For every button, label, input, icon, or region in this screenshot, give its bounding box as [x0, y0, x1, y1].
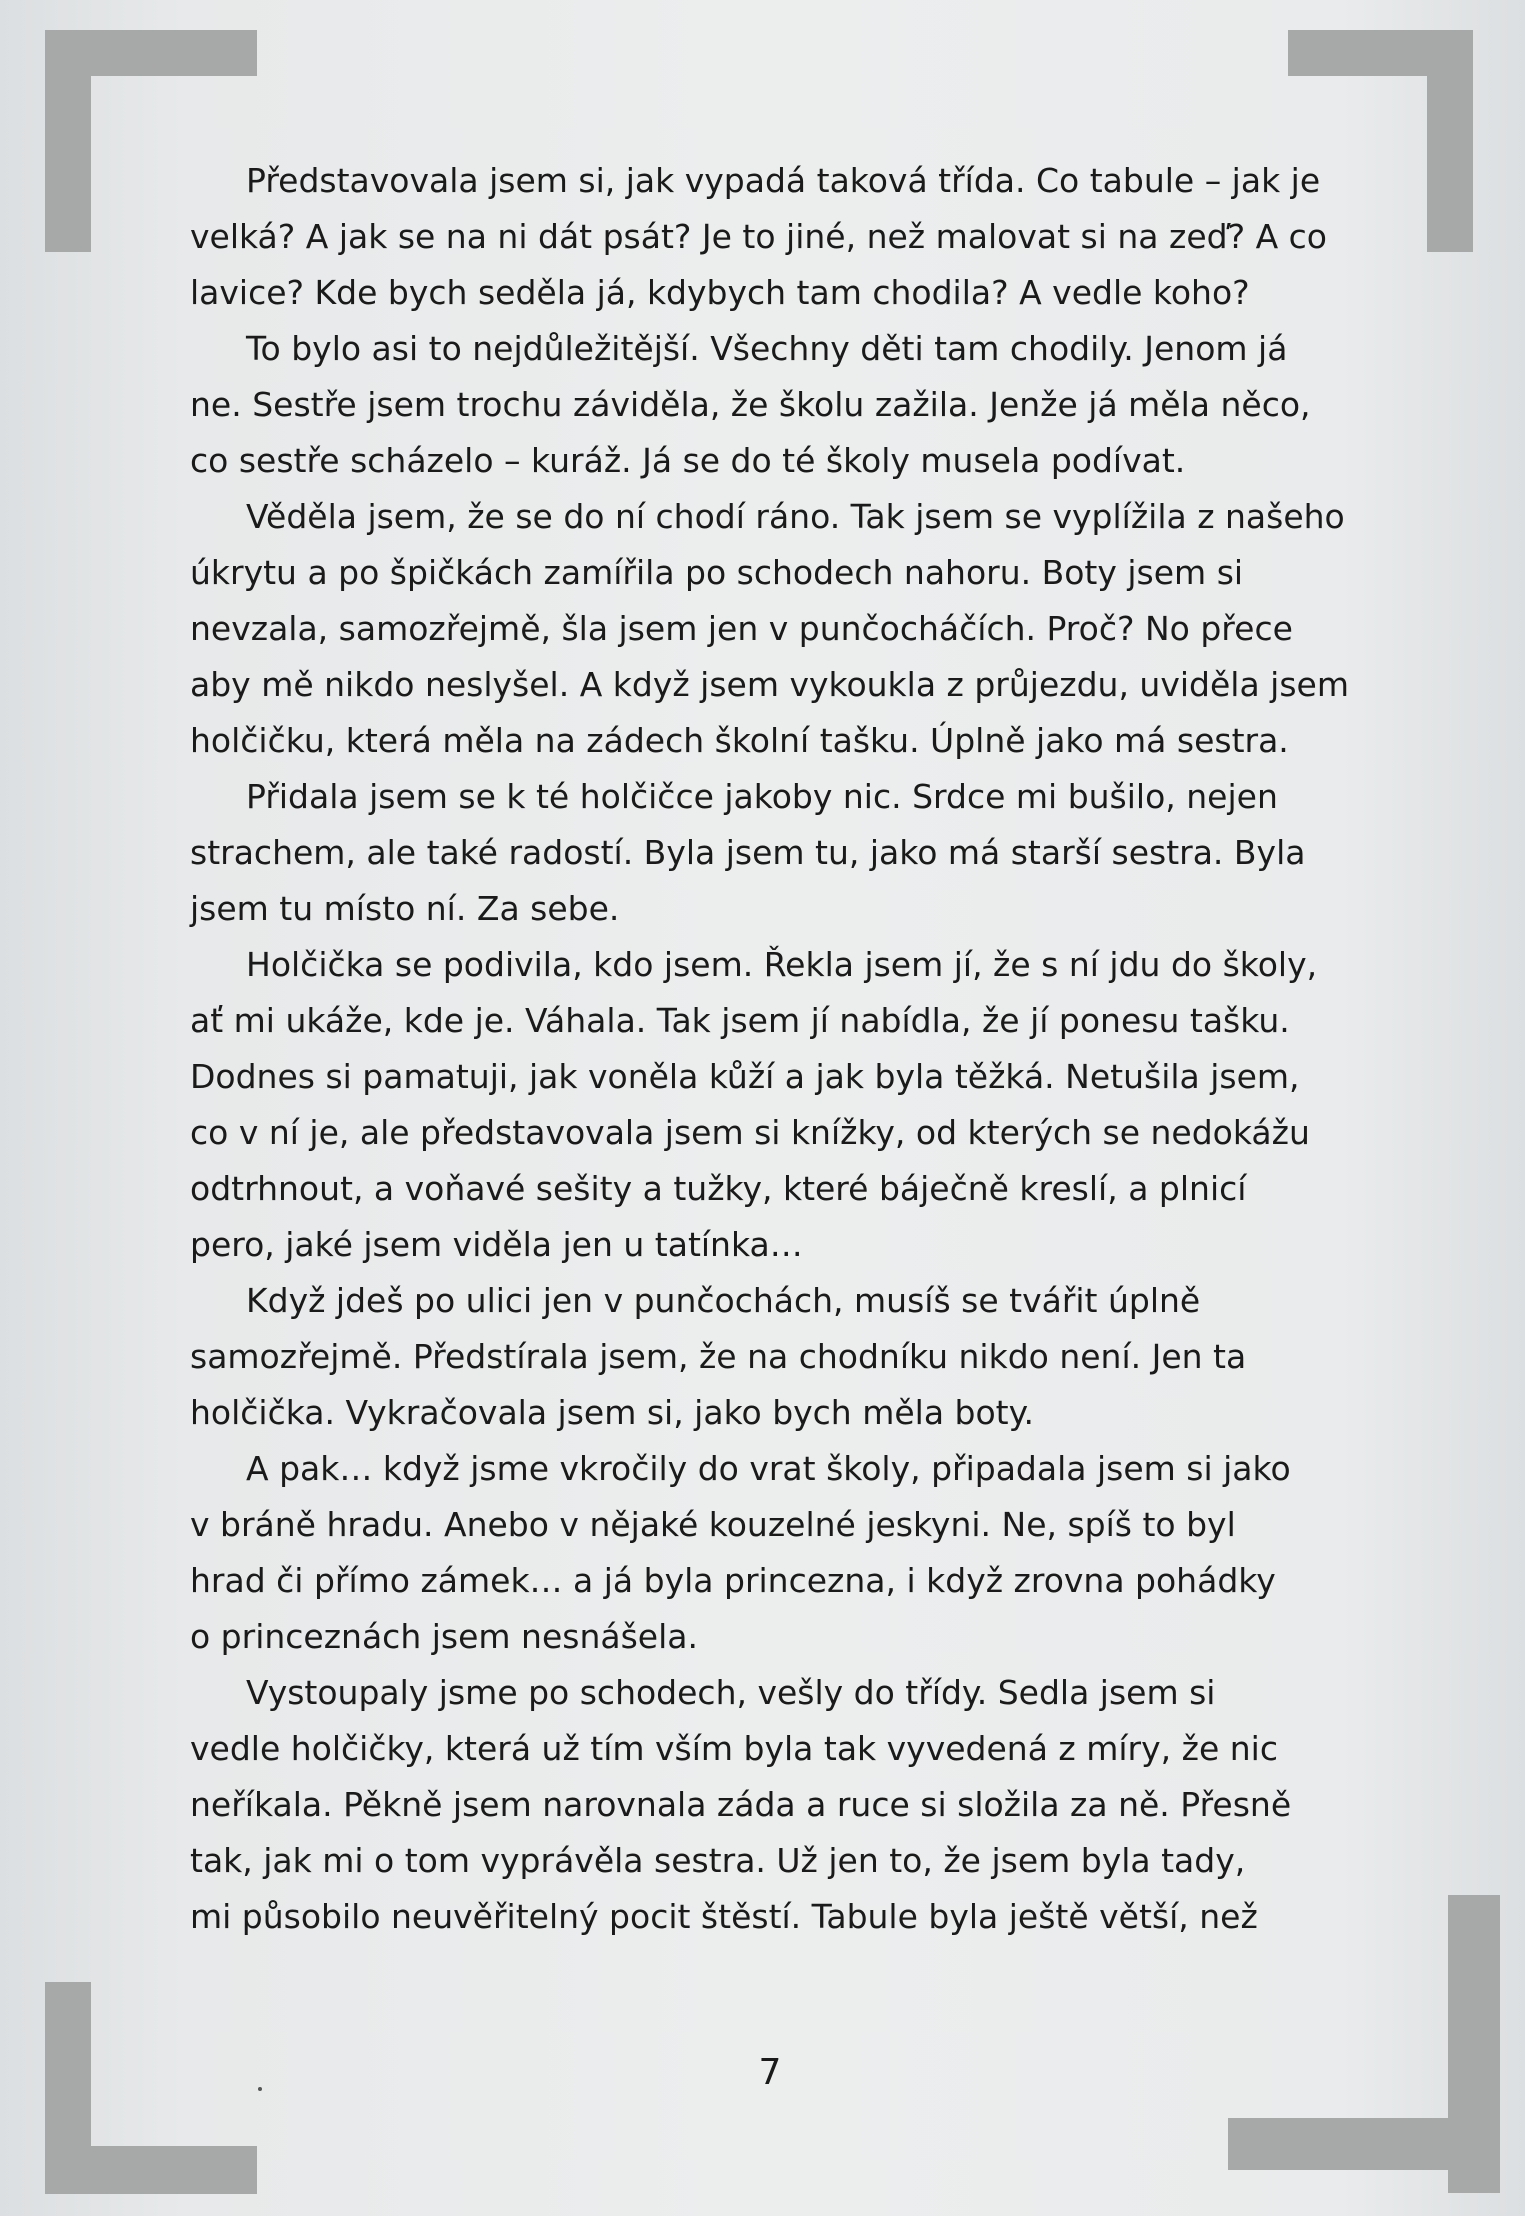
text-line: co sestře scházelo – kuráž. Já se do té školy musela podívat.: [190, 441, 1186, 480]
text-line: pero, jaké jsem viděla jen u tatínka…: [190, 1225, 803, 1264]
text-line: To bylo asi to nejdůležitější. Všechny děti tam chodily. Jenom já: [246, 329, 1288, 368]
corner-bracket-bottom-left-horizontal: [45, 2146, 257, 2194]
corner-bracket-top-right-vertical: [1427, 30, 1473, 252]
text-line: Vystoupaly jsme po schodech, vešly do třídy. Sedla jsem si: [246, 1673, 1216, 1712]
page-number: 7: [758, 2052, 782, 2093]
print-speck: [258, 2087, 262, 2091]
text-line: lavice? Kde bych seděla já, kdybych tam chodila? A vedle koho?: [190, 273, 1250, 312]
text-line: velká? A jak se na ni dát psát? Je to jiné, než malovat si na zeď? A co: [190, 217, 1327, 256]
corner-bracket-top-left-vertical: [45, 30, 91, 252]
text-line: neříkala. Pěkně jsem narovnala záda a ruce si složila za ně. Přesně: [190, 1785, 1292, 1824]
text-line: hrad či přímo zámek… a já byla princezna, i když zrovna pohádky: [190, 1561, 1276, 1600]
text-line: v bráně hradu. Anebo v nějaké kouzelné jeskyni. Ne, spíš to byl: [190, 1505, 1236, 1544]
text-line: Holčička se podivila, kdo jsem. Řekla jsem jí, že s ní jdu do školy,: [246, 945, 1318, 984]
text-line: nevzala, samozřejmě, šla jsem jen v punčocháčích. Proč? No přece: [190, 609, 1293, 648]
text-line: jsem tu místo ní. Za sebe.: [190, 889, 620, 928]
text-line: strachem, ale také radostí. Byla jsem tu, jako má starší sestra. Byla: [190, 833, 1306, 872]
text-line: Představovala jsem si, jak vypadá taková třída. Co tabule – jak je: [246, 161, 1321, 200]
text-line: holčička. Vykračovala jsem si, jako bych měla boty.: [190, 1393, 1034, 1432]
text-line: úkrytu a po špičkách zamířila po schodech nahoru. Boty jsem si: [190, 553, 1244, 592]
text-line: Když jdeš po ulici jen v punčochách, musíš se tvářit úplně: [246, 1281, 1201, 1320]
text-line: co v ní je, ale představovala jsem si knížky, od kterých se nedokážu: [190, 1113, 1310, 1152]
text-line: A pak… když jsme vkročily do vrat školy, připadala jsem si jako: [246, 1449, 1291, 1488]
text-line: Dodnes si pamatuji, jak voněla kůží a jak byla těžká. Netušila jsem,: [190, 1057, 1300, 1096]
text-line: ne. Sestře jsem trochu záviděla, že školu zažila. Jenže já měla něco,: [190, 385, 1311, 424]
text-line: holčičku, která měla na zádech školní tašku. Úplně jako má sestra.: [190, 721, 1289, 760]
text-line: odtrhnout, a voňavé sešity a tužky, které báječně kreslí, a plnicí: [190, 1169, 1247, 1208]
text-line: aby mě nikdo neslyšel. A když jsem vykoukla z průjezdu, uviděla jsem: [190, 665, 1349, 704]
text-line: o princeznách jsem nesnášela.: [190, 1617, 698, 1656]
corner-bracket-bottom-right-horizontal: [1228, 2118, 1500, 2170]
text-line: Věděla jsem, že se do ní chodí ráno. Tak jsem se vyplížila z našeho: [246, 497, 1345, 536]
text-line: Přidala jsem se k té holčičce jakoby nic. Srdce mi bušilo, nejen: [246, 777, 1278, 816]
text-line: ať mi ukáže, kde je. Váhala. Tak jsem jí nabídla, že jí ponesu tašku.: [190, 1001, 1290, 1040]
text-line: vedle holčičky, která už tím vším byla tak vyvedená z míry, že nic: [190, 1729, 1278, 1768]
text-line: samozřejmě. Předstírala jsem, že na chodníku nikdo není. Jen ta: [190, 1337, 1247, 1376]
text-line: mi působilo neuvěřitelný pocit štěstí. Tabule byla ještě větší, než: [190, 1897, 1258, 1936]
body-text: [190, 153, 1350, 1945]
text-line: tak, jak mi o tom vyprávěla sestra. Už jen to, že jsem byla tady,: [190, 1841, 1246, 1880]
